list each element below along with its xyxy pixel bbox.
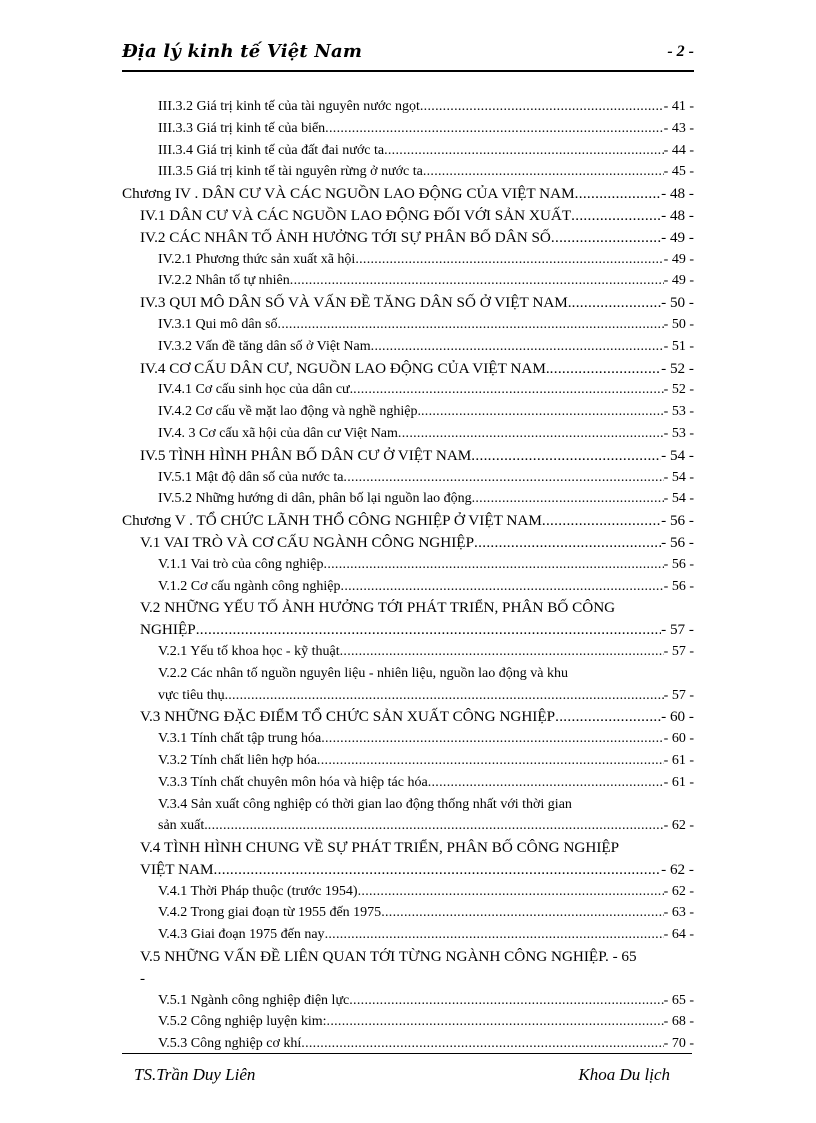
toc-entry[interactable] bbox=[122, 510, 694, 532]
toc-entry[interactable] bbox=[122, 336, 694, 358]
toc-page-number: - 57 - bbox=[661, 621, 694, 639]
toc-entry[interactable] bbox=[122, 96, 694, 118]
toc-entry[interactable] bbox=[122, 1011, 694, 1033]
toc-page-number: - 56 - bbox=[663, 578, 694, 594]
footer-author: TS.Trần Duy Liên bbox=[134, 1065, 256, 1084]
toc-entry[interactable] bbox=[122, 663, 694, 707]
toc-entry-text: V.4.2 Trong giai đoạn từ 1955 đến 1975 bbox=[158, 905, 382, 921]
toc-dot-leader bbox=[278, 314, 664, 336]
toc-entry[interactable] bbox=[122, 554, 694, 576]
toc-entry-text: V.1.1 Vai trò của công nghiệp bbox=[158, 556, 324, 572]
toc-entry-text: IV.5.2 Những hướng di dân, phân bố lại nguồn lao động bbox=[158, 491, 472, 507]
toc-dot-leader bbox=[196, 619, 661, 641]
toc-dot-leader bbox=[474, 532, 661, 554]
toc-entry-text: IV.2.2 Nhân tố tự nhiên bbox=[158, 273, 290, 289]
toc-dot-leader bbox=[325, 118, 664, 140]
toc-entry-text: III.3.2 Giá trị kinh tế của tài nguyên nước ngọt bbox=[158, 99, 420, 114]
toc-entry-text: III.3.4 Giá trị kinh tế của đất đai nước ta bbox=[158, 142, 385, 158]
toc-entry-text: IV.5 TÌNH HÌNH PHÂN BỐ DÂN CƯ Ở VIỆT NAM bbox=[140, 446, 472, 464]
toc-dot-leader bbox=[471, 445, 661, 467]
page-header bbox=[122, 40, 694, 72]
toc-page-number: - 53 - bbox=[663, 404, 694, 420]
toc-page-number: - 50 - bbox=[663, 316, 694, 332]
toc-dot-leader bbox=[325, 924, 664, 946]
footer-divider bbox=[122, 1053, 692, 1054]
toc-dot-leader bbox=[353, 379, 664, 401]
toc-page-number: - 62 - bbox=[661, 860, 694, 878]
toc-entry[interactable] bbox=[122, 118, 694, 140]
toc-dot-leader bbox=[355, 249, 663, 271]
toc-entry-text: IV.4. 3 Cơ cấu xã hội của dân cư Việt Nam bbox=[158, 425, 398, 441]
toc-dot-leader bbox=[472, 488, 664, 510]
toc-page-number: - 56 - bbox=[663, 556, 694, 572]
toc-entry-text: V.5.1 Ngành công nghiệp điện lực bbox=[158, 992, 350, 1008]
toc-entry[interactable] bbox=[122, 401, 694, 423]
toc-entry-text-line1: V.2 NHỮNG YẾU TỐ ẢNH HƯỞNG TỚI PHÁT TRIỂN, PHÂN BỐ CÔNG bbox=[140, 599, 616, 617]
toc-page-number: - 49 - bbox=[663, 273, 694, 289]
toc-entry[interactable] bbox=[122, 924, 694, 946]
toc-dot-leader bbox=[571, 205, 661, 227]
toc-entry-text-line1: V.3.4 Sản xuất công nghiệp có thời gian lao động thống nhất với thời gian bbox=[158, 796, 572, 812]
toc-entry[interactable] bbox=[122, 445, 694, 467]
toc-page-number: - 54 - bbox=[663, 469, 694, 485]
toc-dot-leader bbox=[384, 140, 664, 162]
toc-entry[interactable] bbox=[122, 379, 694, 401]
toc-page-number: - 68 - bbox=[663, 1014, 694, 1030]
toc-entry[interactable] bbox=[122, 467, 694, 489]
toc-page-number: - 49 - bbox=[661, 228, 694, 246]
toc-entry[interactable] bbox=[122, 881, 694, 903]
toc-entry[interactable] bbox=[122, 161, 694, 183]
toc-dot-leader bbox=[214, 859, 662, 881]
toc-entry-text: VIỆT NAM bbox=[140, 860, 214, 878]
toc-entry-text: V.1.2 Cơ cấu ngành công nghiệp bbox=[158, 578, 341, 594]
toc-entry[interactable] bbox=[122, 249, 694, 271]
toc-dot-leader bbox=[575, 183, 661, 205]
toc-page-number: - 62 - bbox=[663, 818, 694, 834]
toc-entry-text: IV.3 QUI MÔ DÂN SỐ VÀ VẤN ĐỀ TĂNG DÂN SỐ Ở VIỆT NAM. bbox=[140, 294, 572, 312]
toc-page-number: - 56 - bbox=[661, 512, 694, 530]
toc-entry-text-line1: V.2.2 Các nhân tố nguồn nguyên liệu - nhiên liệu, nguồn lao động và khu bbox=[158, 665, 568, 681]
toc-entry[interactable] bbox=[122, 314, 694, 336]
toc-page-number: - 49 - bbox=[663, 251, 694, 267]
toc-page-number: - 52 - bbox=[663, 382, 694, 398]
toc-entry[interactable] bbox=[122, 946, 694, 990]
toc-dot-leader bbox=[321, 728, 663, 750]
toc-page-number: - 45 - bbox=[663, 164, 694, 180]
toc-entry-text: V.3.1 Tính chất tập trung hóa bbox=[158, 731, 322, 747]
toc-dot-leader bbox=[208, 815, 664, 837]
toc-entry-text: IV.2.1 Phương thức sản xuất xã hội bbox=[158, 251, 356, 267]
toc-dot-leader bbox=[341, 576, 664, 598]
toc-page-number: - 62 - bbox=[663, 883, 694, 899]
toc-page-number: - 61 - bbox=[663, 752, 694, 768]
toc-page-number: - 70 - bbox=[663, 1036, 694, 1052]
toc-page-number: - 52 - bbox=[661, 359, 694, 377]
toc-entry[interactable] bbox=[122, 794, 694, 838]
toc-dot-leader bbox=[228, 685, 663, 707]
table-of-contents bbox=[122, 96, 694, 1055]
toc-dot-leader bbox=[551, 227, 661, 249]
toc-entry-text: V.3.2 Tính chất liên hợp hóa bbox=[158, 752, 317, 768]
toc-entry-text: NGHIỆP bbox=[140, 621, 196, 639]
toc-entry-text-line1: V.4 TÌNH HÌNH CHUNG VỀ SỰ PHÁT TRIỂN, PHÂN BỐ CÔNG NGHIỆP bbox=[140, 839, 620, 857]
toc-dot-leader bbox=[340, 641, 664, 663]
toc-page-number: - 60 - bbox=[661, 708, 694, 726]
toc-entry-text: IV.4.2 Cơ cấu về mặt lao động và nghề nghiệp. bbox=[158, 404, 421, 420]
toc-entry[interactable] bbox=[122, 183, 694, 205]
toc-entry[interactable] bbox=[122, 292, 694, 314]
toc-page-number: - 54 - bbox=[661, 446, 694, 464]
toc-entry-text: IV.1 DÂN CƯ VÀ CÁC NGUỒN LAO ĐỘNG ĐỐI VỚI SẢN XUẤT bbox=[140, 206, 572, 224]
toc-entry[interactable] bbox=[122, 837, 694, 881]
toc-dot-leader bbox=[423, 161, 664, 183]
toc-entry[interactable] bbox=[122, 423, 694, 445]
toc-page-number: - 61 - bbox=[663, 774, 694, 790]
toc-dot-leader bbox=[317, 750, 664, 772]
toc-entry[interactable] bbox=[122, 576, 694, 598]
toc-page-number: - 41 - bbox=[663, 99, 694, 114]
toc-entry[interactable] bbox=[122, 641, 694, 663]
toc-dot-leader bbox=[381, 902, 663, 924]
toc-entry-text: sản xuất. bbox=[158, 818, 208, 834]
toc-page-number: - 53 - bbox=[663, 425, 694, 441]
toc-dot-leader bbox=[324, 554, 664, 576]
toc-dot-leader bbox=[550, 358, 661, 380]
toc-page-number: - 50 - bbox=[661, 294, 694, 312]
toc-page-number: - 63 - bbox=[663, 905, 694, 921]
toc-entry[interactable] bbox=[122, 902, 694, 924]
toc-entry-text: V.3.3 Tính chất chuyên môn hóa và hiệp tác hóa bbox=[158, 774, 428, 790]
toc-dot-leader bbox=[542, 510, 661, 532]
toc-entry[interactable] bbox=[122, 140, 694, 162]
toc-dot-leader bbox=[301, 1033, 663, 1055]
toc-entry[interactable] bbox=[122, 772, 694, 794]
header-title: Địa lý kinh tế Việt Nam bbox=[122, 41, 363, 62]
toc-dot-leader bbox=[420, 96, 664, 118]
toc-entry-text: IV.3.1 Qui mô dân số bbox=[158, 316, 278, 332]
toc-entry[interactable] bbox=[122, 227, 694, 249]
toc-entry-text: V.4.1 Thời Pháp thuộc (trước 1954) bbox=[158, 883, 358, 899]
toc-entry-text: IV.4.1 Cơ cấu sinh học của dân cư. bbox=[158, 382, 354, 398]
toc-entry[interactable] bbox=[122, 728, 694, 750]
toc-page-number: - 51 - bbox=[663, 338, 694, 354]
toc-page-number: - 64 - bbox=[663, 927, 694, 943]
toc-entry[interactable] bbox=[122, 597, 694, 641]
toc-entry-text: Chương V . TỔ CHỨC LÃNH THỔ CÔNG NGHIỆP Ở VIỆT NAM bbox=[122, 512, 542, 530]
toc-dot-leader bbox=[371, 336, 664, 358]
toc-dot-leader bbox=[343, 467, 663, 489]
toc-entry[interactable] bbox=[122, 270, 694, 292]
toc-entry-text: IV.5.1 Mật độ dân số của nước ta bbox=[158, 469, 344, 485]
toc-page-number: - 57 - bbox=[663, 643, 694, 659]
toc-entry-text: V.5.3 Công nghiệp cơ khí bbox=[158, 1036, 302, 1052]
toc-entry-text: Chương IV . DÂN CƯ VÀ CÁC NGUỒN LAO ĐỘNG CỦA VIỆT NAM bbox=[122, 185, 575, 203]
toc-dot-leader bbox=[428, 772, 664, 794]
toc-entry[interactable] bbox=[122, 990, 694, 1012]
toc-page-number: - 44 - bbox=[663, 142, 694, 158]
toc-entry-text: IV.4 CƠ CẤU DÂN CƯ, NGUỒN LAO ĐỘNG CỦA VIỆT NAM. bbox=[140, 359, 550, 377]
toc-dot-leader bbox=[572, 292, 661, 314]
toc-page-number: - 54 - bbox=[663, 491, 694, 507]
toc-entry[interactable] bbox=[122, 706, 694, 728]
toc-entry[interactable] bbox=[122, 205, 694, 227]
toc-entry-text: V.2.1 Yếu tố khoa học - kỹ thuật bbox=[158, 643, 340, 659]
toc-page-number: - 65 - bbox=[663, 992, 694, 1008]
toc-entry-text: IV.3.2 Vấn đề tăng dân số ở Việt Nam bbox=[158, 338, 371, 354]
toc-entry[interactable] bbox=[122, 488, 694, 510]
toc-entry-text: III.3.3 Giá trị kinh tế của biển bbox=[158, 120, 326, 136]
toc-entry[interactable] bbox=[122, 1033, 694, 1055]
header-page-number: - 2 - bbox=[667, 43, 694, 60]
toc-entry-text: V.3 NHỮNG ĐẶC ĐIỂM TỔ CHỨC SẢN XUẤT CÔNG NGHIỆP bbox=[140, 708, 556, 726]
toc-entry-text: V.4.3 Giai đoạn 1975 đến nay bbox=[158, 927, 325, 943]
toc-entry[interactable] bbox=[122, 750, 694, 772]
toc-entry[interactable] bbox=[122, 532, 694, 554]
toc-page-number: - 56 - bbox=[661, 533, 694, 551]
toc-dot-leader bbox=[327, 1011, 664, 1033]
toc-page-number: - 43 - bbox=[663, 120, 694, 136]
toc-entry-text: - bbox=[140, 969, 146, 987]
toc-dot-leader bbox=[398, 423, 664, 445]
toc-entry[interactable] bbox=[122, 358, 694, 380]
toc-entry-text: V.1 VAI TRÒ VÀ CƠ CẤU NGÀNH CÔNG NGHIỆP bbox=[140, 533, 475, 551]
toc-entry-text: V.5.2 Công nghiệp luyện kim: bbox=[158, 1014, 327, 1030]
footer-department: Khoa Du lịch bbox=[578, 1065, 670, 1084]
toc-dot-leader bbox=[555, 706, 661, 728]
toc-entry-text: IV.2 CÁC NHÂN TỐ ẢNH HƯỞNG TỚI SỰ PHÂN BỐ DÂN SỐ bbox=[140, 228, 551, 246]
toc-page-number: - 57 - bbox=[663, 687, 694, 703]
toc-page-number: - 48 - bbox=[661, 206, 694, 224]
toc-entry-text: vực tiêu thụ. bbox=[158, 687, 229, 703]
toc-page-number: - 48 - bbox=[661, 185, 694, 203]
toc-entry-text-line1: V.5 NHỮNG VẤN ĐỀ LIÊN QUAN TỚI TỪNG NGÀNH CÔNG NGHIỆP. - 65 bbox=[140, 948, 637, 966]
toc-dot-leader bbox=[290, 270, 664, 292]
toc-page-number: - 60 - bbox=[663, 731, 694, 747]
toc-dot-leader bbox=[349, 990, 663, 1012]
toc-entry-text: III.3.5 Giá trị kinh tế tài nguyên rừng ở nước ta bbox=[158, 164, 423, 180]
toc-dot-leader bbox=[358, 881, 664, 903]
toc-dot-leader bbox=[421, 401, 664, 423]
